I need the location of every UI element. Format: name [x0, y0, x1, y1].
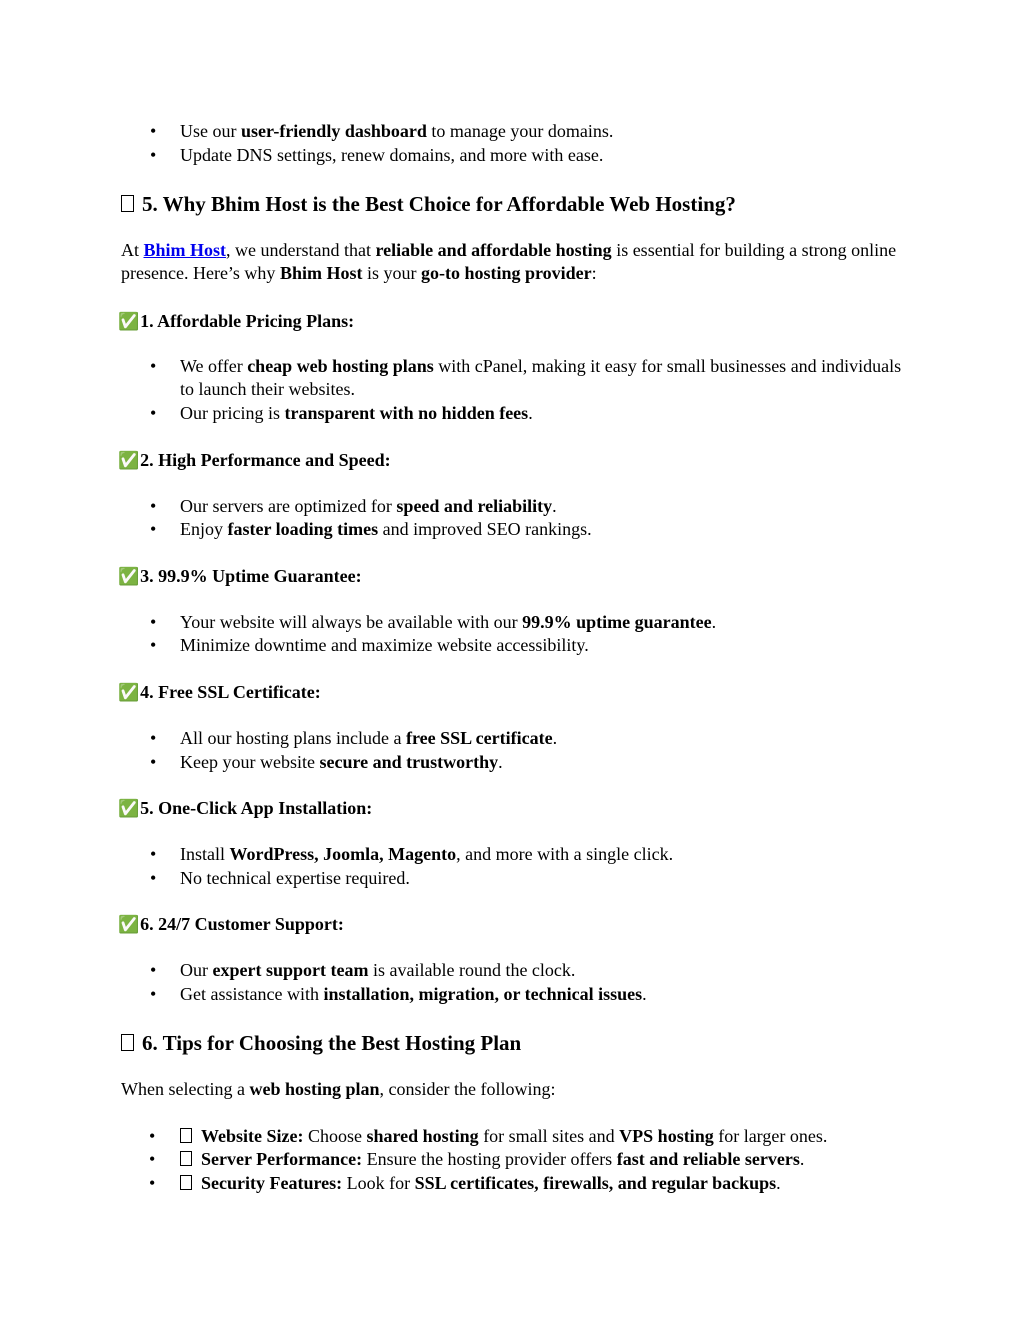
item-heading-uptime: ✅3. 99.9% Uptime Guarantee:: [118, 566, 362, 587]
check-mark-icon: ✅: [118, 451, 140, 471]
item-heading-pricing: ✅1. Affordable Pricing Plans:: [118, 311, 355, 332]
list-item: • Keep your website secure and trustworthy.: [180, 751, 914, 774]
missing-glyph-icon: [121, 1034, 134, 1051]
check-mark-icon: ✅: [118, 683, 140, 703]
list-item: • Enjoy faster loading times and improved SEO rankings.: [180, 518, 914, 541]
item-heading-one-click: ✅5. One-Click App Installation:: [118, 798, 373, 819]
list-item: • Install WordPress, Joomla, Magento, and more with a single click.: [180, 843, 914, 866]
missing-glyph-icon: [180, 1151, 192, 1166]
item-heading-performance: ✅2. High Performance and Speed:: [118, 450, 391, 471]
bhim-host-link[interactable]: Bhim Host: [143, 240, 227, 260]
tip-website-size: • Website Size: Choose shared hosting for small sites and VPS hosting for larger ones.: [180, 1125, 914, 1148]
missing-glyph-icon: [121, 195, 134, 212]
list-item: • Minimize downtime and maximize website accessibility.: [180, 634, 914, 657]
item-heading-support: ✅6. 24/7 Customer Support:: [118, 914, 344, 935]
list-item: • Get assistance with installation, migration, or technical issues.: [180, 983, 914, 1006]
section-5-heading: 5. Why Bhim Host is the Best Choice for Affordable Web Hosting?: [121, 191, 736, 217]
section-5-intro: At Bhim Host, we understand that reliable and affordable hosting is essential for building a strong online presence. Here’s why Bhim Host is your go-to hosting provider:: [121, 240, 897, 283]
intro-bullet-dashboard: • Use our user-friendly dashboard to manage your domains.: [180, 120, 914, 143]
section-6-intro: When selecting a web hosting plan, consider the following:: [121, 1079, 556, 1099]
list-item: • All our hosting plans include a free SSL certificate.: [180, 727, 914, 750]
intro-bullet-dns: • Update DNS settings, renew domains, and more with ease.: [180, 144, 914, 167]
list-item: • Our pricing is transparent with no hidden fees.: [180, 402, 914, 425]
list-item: • Your website will always be available with our 99.9% uptime guarantee.: [180, 611, 914, 634]
list-item: • Our expert support team is available round the clock.: [180, 959, 914, 982]
list-item: • No technical expertise required.: [180, 867, 914, 890]
missing-glyph-icon: [180, 1175, 192, 1190]
list-item: • Our servers are optimized for speed and reliability.: [180, 495, 914, 518]
tip-security-features: • Security Features: Look for SSL certificates, firewalls, and regular backups.: [180, 1172, 914, 1195]
tip-server-performance: • Server Performance: Ensure the hosting provider offers fast and reliable servers.: [180, 1148, 914, 1171]
list-item: • We offer cheap web hosting plans with cPanel, making it easy for small businesses and individuals to launch their websites.: [180, 355, 914, 401]
check-mark-icon: ✅: [118, 915, 140, 935]
section-6-heading: 6. Tips for Choosing the Best Hosting Plan: [121, 1030, 521, 1056]
missing-glyph-icon: [180, 1128, 192, 1143]
item-heading-ssl: ✅4. Free SSL Certificate:: [118, 682, 321, 703]
check-mark-icon: ✅: [118, 567, 140, 587]
check-mark-icon: ✅: [118, 312, 140, 332]
check-mark-icon: ✅: [118, 799, 140, 819]
